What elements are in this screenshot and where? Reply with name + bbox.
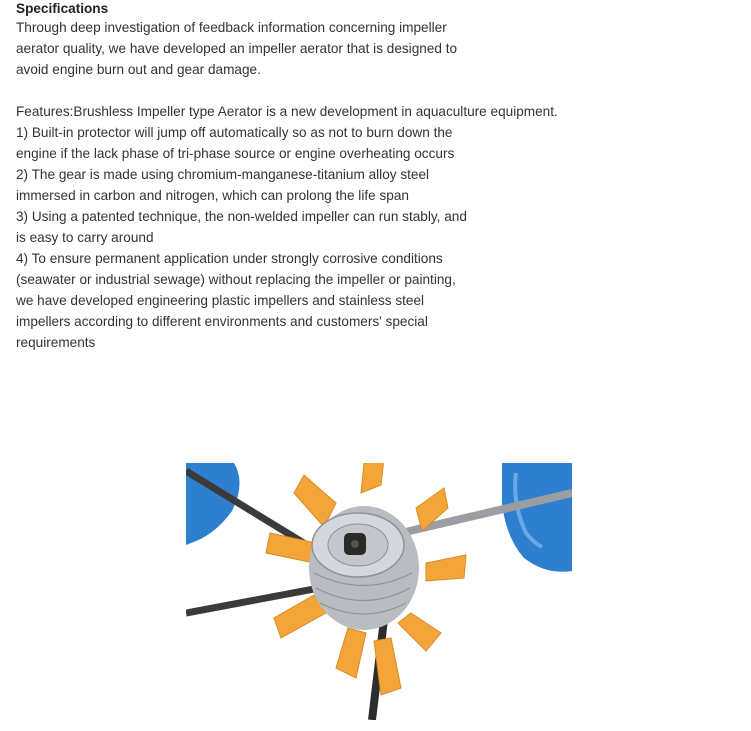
- intro-paragraph: [16, 17, 616, 80]
- features-line: 1) Built-in protector will jump off automatically so as not to burn down the: [16, 125, 453, 140]
- features-line: 4) To ensure permanent application under strongly corrosive conditions: [16, 251, 443, 266]
- intro-line: avoid engine burn out and gear damage.: [16, 62, 261, 77]
- features-paragraph: [16, 101, 616, 353]
- features-line: 3) Using a patented technique, the non-welded impeller can run stably, and: [16, 209, 467, 224]
- right-float: [502, 463, 572, 572]
- intro-line: aerator quality, we have developed an impeller aerator that is designed to: [16, 41, 458, 56]
- paragraph-spacer: [16, 80, 616, 101]
- specifications-heading: Specifications: [16, 1, 109, 16]
- impeller-aerator-illustration: [186, 463, 572, 720]
- features-line: we have developed engineering plastic impellers and stainless steel: [16, 293, 425, 308]
- hub-bolt: [351, 540, 359, 548]
- features-line: immersed in carbon and nitrogen, which can prolong the life span: [16, 188, 409, 203]
- features-line: 2) The gear is made using chromium-manganese-titanium alloy steel: [16, 167, 430, 182]
- features-line: is easy to carry around: [16, 230, 154, 245]
- features-line: (seawater or industrial sewage) without replacing the impeller or painting,: [16, 272, 456, 287]
- impeller-aerator-photo: [186, 463, 572, 720]
- intro-line: Through deep investigation of feedback information concerning impeller: [16, 20, 447, 35]
- features-line: Features:Brushless Impeller type Aerator is a new development in aquaculture equipment.: [16, 104, 558, 119]
- features-line: impellers according to different environments and customers' special: [16, 314, 428, 329]
- specifications-section: [16, 0, 616, 353]
- features-line: requirements: [16, 335, 96, 350]
- features-line: engine if the lack phase of tri-phase source or engine overheating occurs: [16, 146, 455, 161]
